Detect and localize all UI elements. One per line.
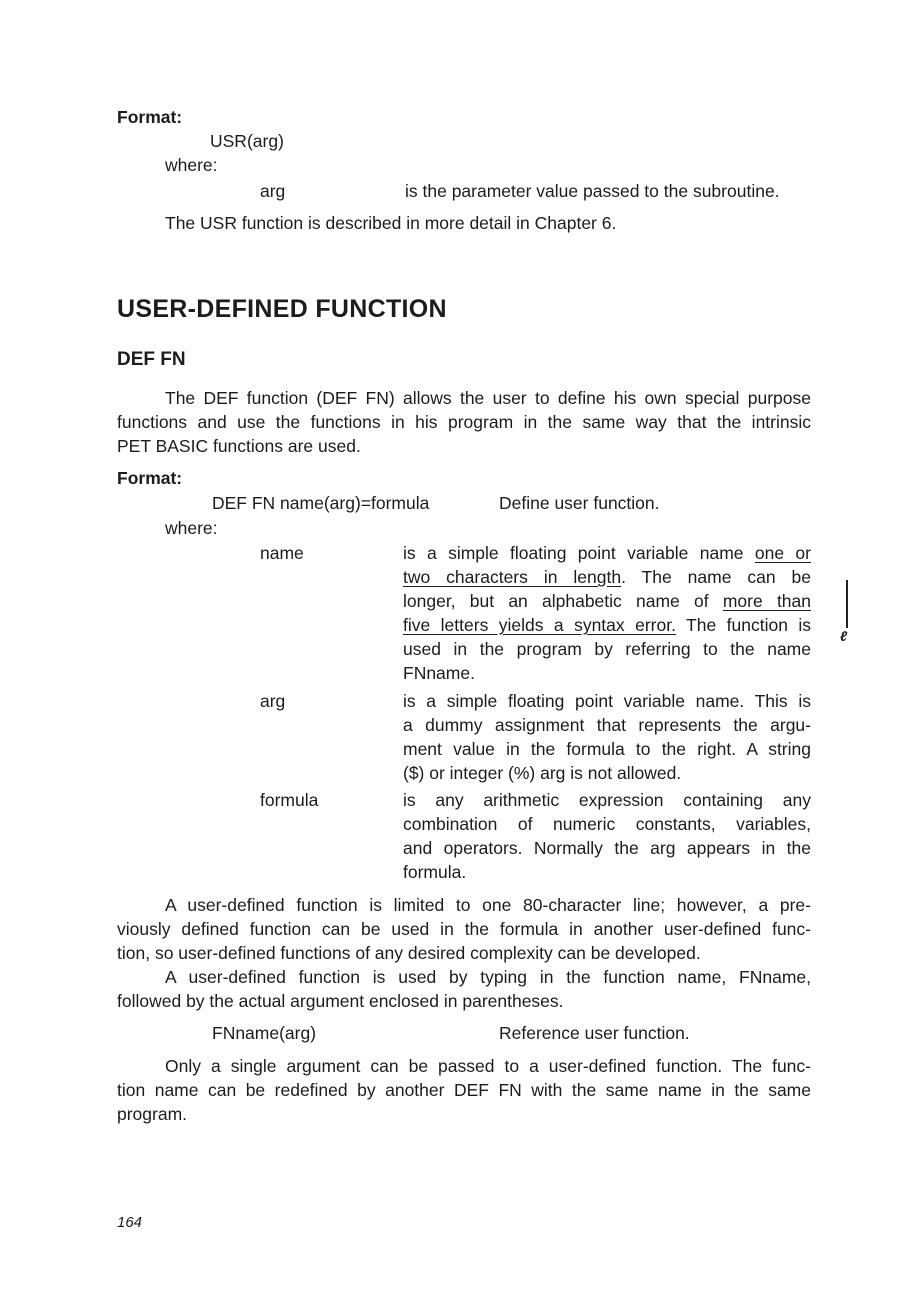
param-name-formula: formula xyxy=(260,790,319,810)
page-number: 164 xyxy=(117,1214,143,1231)
body-line: A user-defined function is limited to one 80-character line; however, a pre- xyxy=(165,895,811,915)
margin-pen-glyph: ℓ xyxy=(840,628,848,644)
param-desc-arg-usr: is the parameter value passed to the subroutine. xyxy=(405,181,780,201)
param-desc-line: longer, but an alphabetic name of more than xyxy=(403,591,811,611)
param-desc-line: combination of numeric constants, variables, xyxy=(403,814,811,834)
body-line: tion name can be redefined by another DEF FN with the same name in the same xyxy=(117,1080,811,1100)
body-line: Only a single argument can be passed to a user-defined function. The func- xyxy=(165,1056,811,1076)
intro-line: The DEF function (DEF FN) allows the user to define his own special purpose xyxy=(165,388,811,408)
intro-line: PET BASIC functions are used. xyxy=(117,436,361,456)
usr-chapter-note: The USR function is described in more detail in Chapter 6. xyxy=(165,213,617,233)
param-desc-line: is a simple floating point variable name. This is xyxy=(403,691,811,711)
usr-syntax: USR(arg) xyxy=(210,131,284,151)
underlined-phrase: more than xyxy=(722,591,811,611)
param-desc-line: ($) or integer (%) arg is not allowed. xyxy=(403,763,682,783)
where-label-usr: where: xyxy=(165,155,218,175)
param-desc-line: and operators. Normally the arg appears in the xyxy=(403,838,811,858)
param-desc-line: two characters in length. The name can be xyxy=(403,567,811,587)
intro-paragraph xyxy=(117,386,811,458)
param-desc-line: used in the program by referring to the name xyxy=(403,639,811,659)
def-syntax: DEF FN name(arg)=formula xyxy=(212,493,430,513)
underlined-phrase: five letters yields a syntax error. xyxy=(403,615,676,635)
body-line: followed by the actual argument enclosed in parentheses. xyxy=(117,991,564,1011)
intro-line: functions and use the functions in his program in the same way that the intrinsic xyxy=(117,412,811,432)
margin-pen-mark xyxy=(846,580,848,628)
reference-desc: Reference user function. xyxy=(499,1023,690,1043)
limit-paragraph xyxy=(117,893,811,965)
body-line: viously defined function can be used in the formula in another user-defined func- xyxy=(117,919,811,939)
body-line: A user-defined function is used by typing in the function name, FNname, xyxy=(165,967,811,987)
param-desc-line: ment value in the formula to the right. A string xyxy=(403,739,811,759)
format-label-usr: Format: xyxy=(117,107,183,127)
section-heading: USER-DEFINED FUNCTION xyxy=(117,295,447,323)
reference-syntax: FNname(arg) xyxy=(212,1023,317,1043)
body-line: tion, so user-defined functions of any desired complexity can be developed. xyxy=(117,943,701,963)
param-name-name: name xyxy=(260,543,304,563)
body-line: program. xyxy=(117,1104,188,1124)
param-desc-name xyxy=(403,541,811,685)
underlined-phrase: one or xyxy=(754,543,811,563)
param-desc-line: is a simple floating point variable name one or xyxy=(403,543,811,563)
param-name-arg-usr: arg xyxy=(260,181,286,201)
def-syntax-desc: Define user function. xyxy=(499,493,660,513)
underlined-phrase: two characters in length xyxy=(403,567,622,587)
param-desc-line: FNname. xyxy=(403,663,475,683)
param-desc-line: formula. xyxy=(403,862,467,882)
param-desc-line: five letters yields a syntax error. The function is xyxy=(403,615,811,635)
usage-paragraph xyxy=(117,965,811,1013)
param-desc-line: a dummy assignment that represents the argu- xyxy=(403,715,811,735)
format-label-def: Format: xyxy=(117,468,183,488)
param-name-arg: arg xyxy=(260,691,286,711)
where-label-def: where: xyxy=(165,518,218,538)
param-desc-formula xyxy=(403,788,811,884)
argument-paragraph xyxy=(117,1054,811,1126)
subsection-heading: DEF FN xyxy=(117,349,186,370)
param-desc-line: is any arithmetic expression containing any xyxy=(403,790,811,810)
param-desc-arg xyxy=(403,689,811,785)
